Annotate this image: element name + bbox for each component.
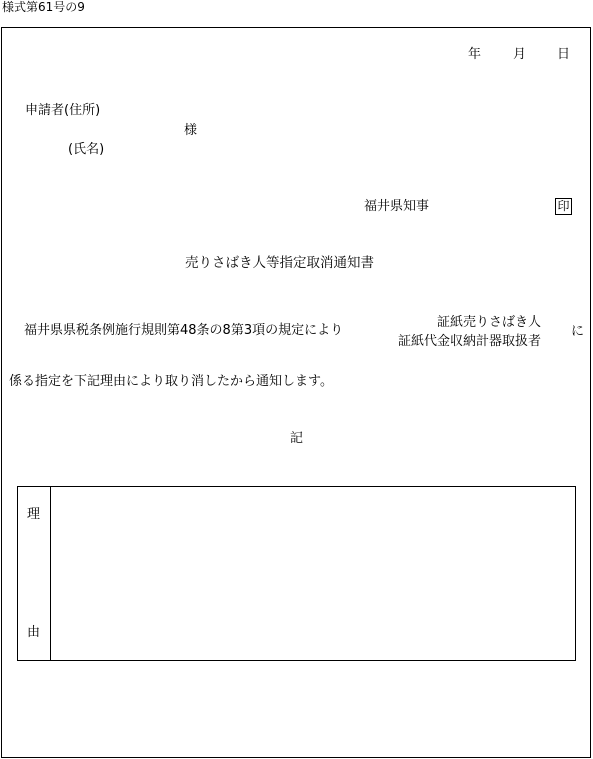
body-text-particle: に [571, 324, 585, 339]
date-month-label: 月 [513, 47, 527, 62]
seal-mark: 印 [555, 198, 572, 215]
form-number: 様式第61号の9 [2, 0, 85, 14]
target-option-meter-handler: 証紙代金収納計器取扱者 [398, 334, 542, 349]
applicant-address-label: 申請者(住所) [25, 103, 101, 118]
reason-box [17, 486, 576, 661]
ki-heading: 記 [290, 431, 304, 446]
date-day-label: 日 [557, 47, 571, 62]
reason-label-char1: 理 [27, 507, 41, 522]
date-year-label: 年 [468, 47, 482, 62]
body-text-line1: 福井県県税条例施行規則第48条の8第3項の規定により [24, 323, 344, 338]
honorific-sama: 様 [184, 123, 198, 138]
document-title: 売りさばき人等指定取消通知書 [185, 255, 374, 271]
target-option-seller: 証紙売りさばき人 [437, 315, 542, 330]
applicant-name-label: (氏名) [68, 142, 105, 157]
issuer-title: 福井県知事 [364, 199, 430, 214]
body-text-line2: 係る指定を下記理由により取り消したから通知します。 [9, 374, 333, 389]
reason-divider [50, 487, 51, 660]
reason-label-char2: 由 [27, 625, 41, 640]
